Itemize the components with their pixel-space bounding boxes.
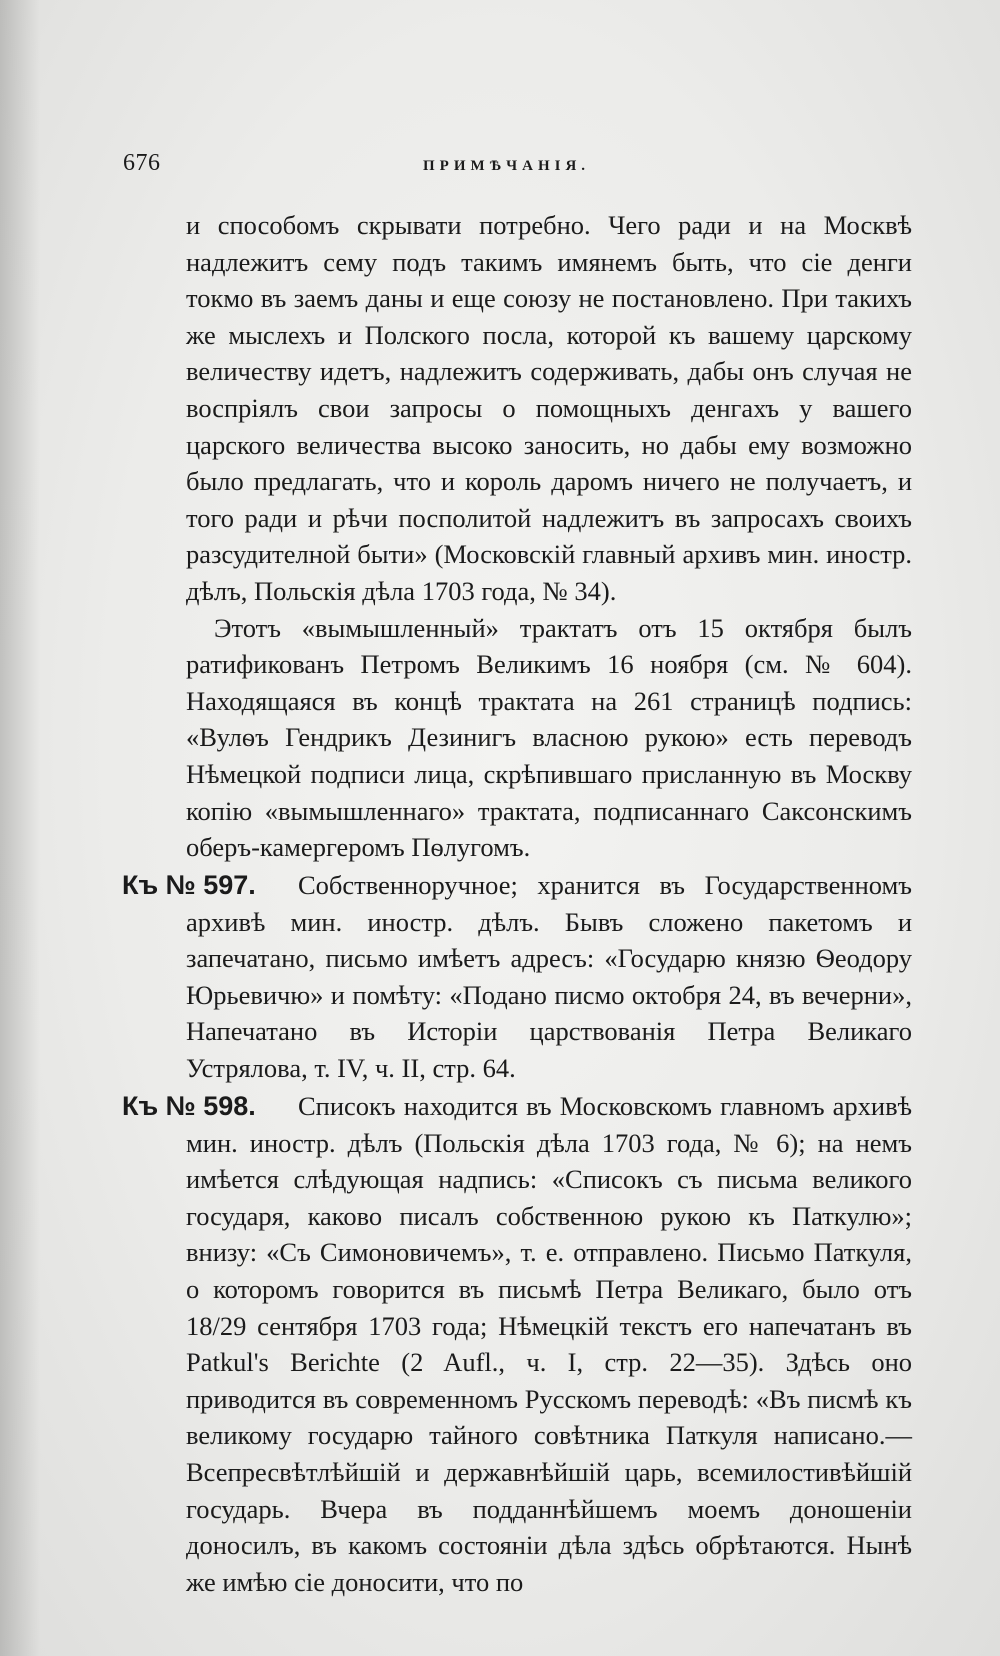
paragraph-continued: и способомъ скрывати потребно. Чего ради и на Москвѣ надлежитъ сему подъ такимъ имянемъ быть, что сіе денги токмо въ заемъ даны и еще союзу не постановлено. При такихъ же мыслехъ и Полского посла, которой къ вашему царскому величеству идетъ, надлежитъ содерживать, дабы онъ случая не воспріялъ свои запросы о помощныхъ денгахъ у вашего царского величества высоко заносить, но дабы ему возможно было предлагать, что и король даромъ ничего не получаетъ, и того ради и рѣчи посполитой надлежитъ въ запросахъ своихъ разсудителной быти» (Московскій главный архивъ мин. иностр. дѣлъ, Польскія дѣла 1703 года, № 34). — [186, 210, 912, 606]
note-label: Къ № 598. — [122, 1091, 256, 1121]
note-text: Списокъ находится въ Московскомъ главномъ архивѣ мин. иностр. дѣлъ (Польскія дѣла 1703 года, № 6); на немъ имѣется слѣдующая надпись: «Списокъ съ письма великого государя, каково писалъ собственною рукою къ Паткулю»; внизу: «Съ Симоновичемъ», т. е. отправлено. Письмо Паткуля, о которомъ говорится въ письмѣ Петра Великаго, было отъ 18/29 сентября 1703 года; Нѣмецкій текстъ его напечатанъ въ Patkul's Berichte (2 Aufl., ч. I, стр. 22—35). Здѣсь оно приводится въ современномъ Русскомъ переводѣ: «Въ писмѣ къ великому государю тайного совѣтника Паткуля написано.—Всепресвѣтлѣйшій и державнѣйшій царь, всемилостивѣйшій государь. Вчера въ подданнѣйшемъ моемъ доношеніи доносилъ, въ какомъ состояніи дѣла здѣсь обрѣтаются. Нынѣ же имѣю сіе доносити, что по — [186, 1091, 912, 1597]
page-gutter-shadow — [0, 0, 40, 1656]
running-title: ПРИМѢЧАНІЯ. — [423, 158, 591, 174]
note-label: Къ № 597. — [122, 870, 256, 900]
main-text — [186, 207, 912, 866]
page-number: 676 — [123, 150, 161, 176]
page-header — [123, 150, 893, 190]
note-597 — [122, 867, 912, 1087]
note-text: Собственноручное; хранится въ Государственномъ архивѣ мин. иностр. дѣлъ. Бывъ сложено пакетомъ и запечатано, письмо имѣетъ адресъ: «Государю князю Ѳеодору Юрьевичю» и помѣту: «Подано писмо октобря 24, въ вечерни», Напечатано въ Исторіи царствованія Петра Великаго Устрялова, т. IV, ч. II, стр. 64. — [186, 870, 912, 1083]
paragraph-treaty: Этотъ «вымышленный» трактатъ отъ 15 октября былъ ратификованъ Петромъ Великимъ 16 ноября (см. № 604). Находящаяся въ концѣ трактата на 261 страницѣ подпись: «Вулѳъ Гендрикъ Дезинигъ власною рукою» есть переводъ Нѣмецкой подписи лица, скрѣпившаго присланную въ Москву копію «вымышленнаго» трактата, подписаннаго Саксонскимъ оберъ-камергеромъ Пѳлугомъ. — [186, 612, 912, 863]
note-598 — [122, 1088, 912, 1600]
